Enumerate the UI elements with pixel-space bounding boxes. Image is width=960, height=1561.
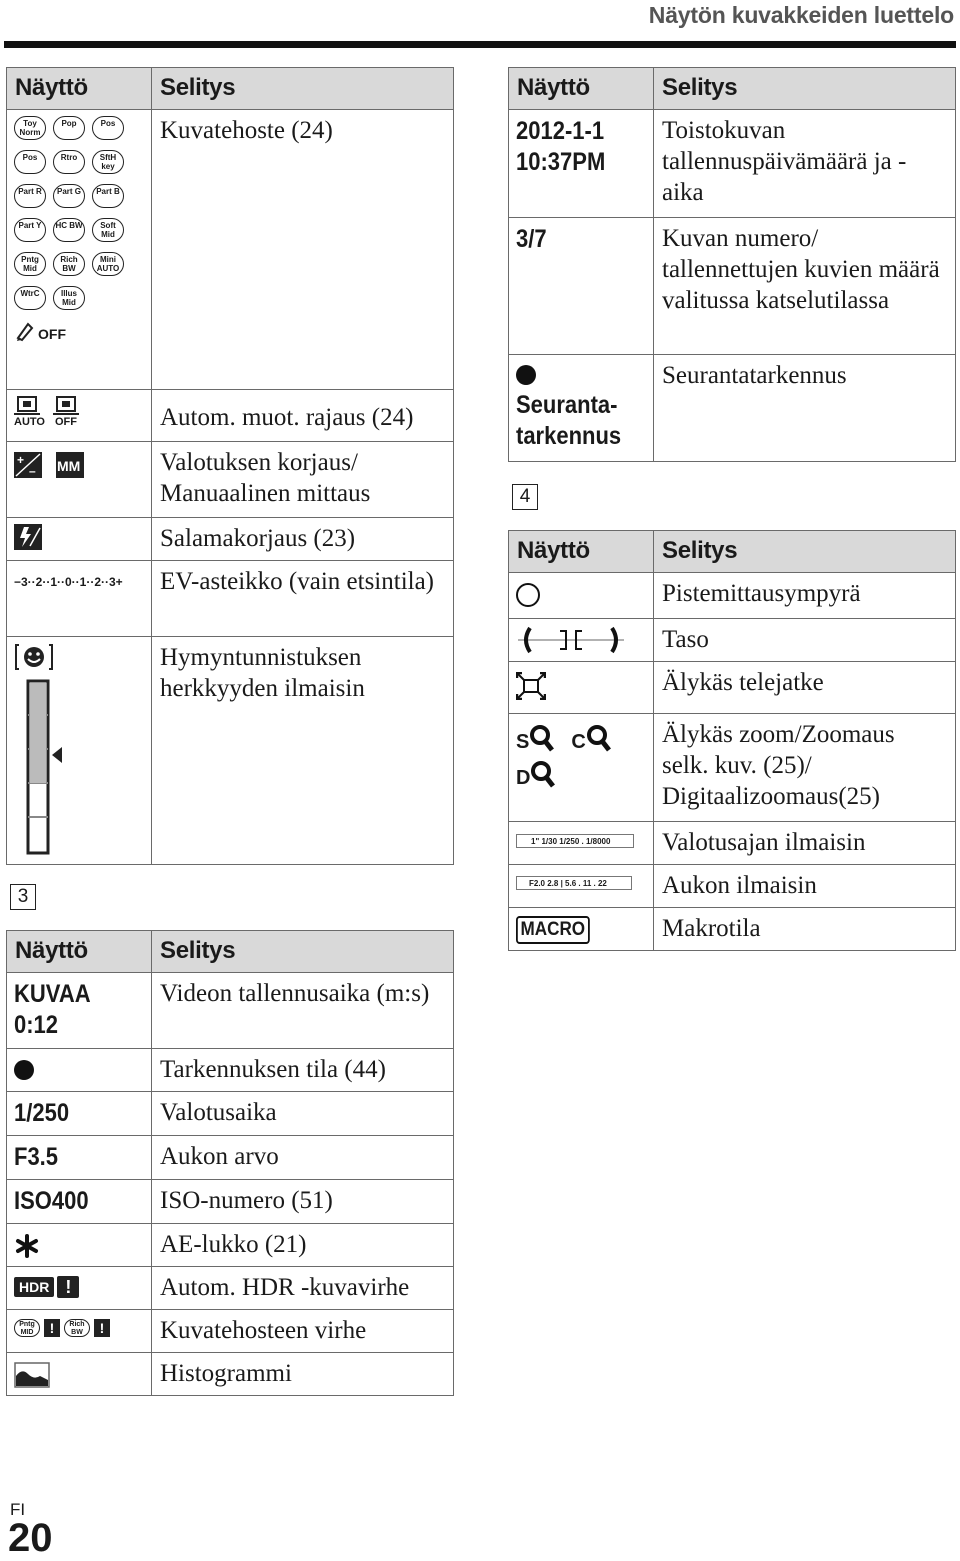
- exposure-comp-icons: [7, 442, 152, 518]
- picture-effect-icons: [7, 110, 152, 390]
- desc-auto-framing: Autom. muot. rajaus (24): [152, 390, 454, 442]
- smile-sensitivity-meter-icon: [14, 679, 74, 855]
- desc-ev-scale: EV-asteikko (vain etsintila): [152, 561, 454, 637]
- smart-teleconverter-icon: [516, 672, 546, 700]
- desc-level: Taso: [654, 619, 956, 662]
- iso-value: ISO400: [14, 1187, 89, 1215]
- effect-error-icon: Pntg MID ! Rich BW !: [14, 1319, 144, 1337]
- col-header-display: Näyttö: [7, 931, 152, 973]
- desc-shutter-scale: Valotusajan ilmaisin: [654, 822, 956, 865]
- desc-effect-error: Kuvatehosteen virhe: [152, 1310, 454, 1353]
- effect-icon: SftH key: [92, 150, 124, 174]
- auto-framing-auto-icon: AUTO: [14, 396, 45, 428]
- effect-icon-grid: [14, 116, 144, 310]
- focus-status-icon: [14, 1060, 34, 1080]
- smart-zoom-icon: S: [516, 724, 555, 754]
- flash-comp-icon-cell: [7, 518, 152, 561]
- digital-zoom-icon: D: [516, 760, 646, 790]
- effect-icon: Soft Mid: [92, 218, 124, 242]
- aperture-value: F3.5: [14, 1143, 59, 1171]
- table-recording-info: [6, 930, 454, 1396]
- table-effects: [6, 67, 454, 865]
- effect-icon: HC BW: [53, 218, 85, 242]
- desc-flash-comp: Salamakorjaus (23): [152, 518, 454, 561]
- tracking-focus-label-2: tarkennus: [516, 422, 622, 450]
- desc-aperture-scale: Aukon ilmaisin: [654, 865, 956, 908]
- effect-icon: Rich BW: [53, 252, 85, 276]
- col-header-description: Selitys: [152, 68, 454, 110]
- table-shooting-indicators: [508, 530, 956, 951]
- footer-language: FI: [10, 1500, 26, 1519]
- spot-metering-circle-icon: [516, 583, 540, 607]
- manual-metering-icon: [56, 452, 84, 478]
- aperture-scale-icon: F2.0 2.8 | 5.6 . 11 . 22: [516, 876, 632, 890]
- ev-scale-icon-cell: [7, 561, 152, 637]
- section-label-4: 4: [512, 484, 538, 510]
- svg-text:MM: MM: [57, 458, 81, 474]
- desc-ae-lock: AE-lukko (21): [152, 1224, 454, 1267]
- playback-time-icon: 10:37PM: [516, 148, 606, 176]
- desc-shutter-speed: Valotusaika: [152, 1092, 454, 1136]
- effect-icon: Pop: [53, 116, 85, 140]
- effect-icon: Illus Mid: [53, 286, 85, 310]
- effect-icon: WtrC: [14, 286, 46, 310]
- section-label-3: 3: [10, 884, 36, 910]
- effect-off-icon: OFF: [14, 320, 144, 342]
- ae-lock-icon: [14, 1233, 40, 1259]
- image-number-icon: 3/7: [516, 225, 547, 253]
- desc-histogram: Histogrammi: [152, 1353, 454, 1396]
- effect-icon: Rtro: [53, 150, 85, 174]
- col-header-description: Selitys: [654, 68, 956, 110]
- desc-tracking-focus: Seurantatarkennus: [654, 355, 956, 462]
- effect-icon: Pos: [14, 150, 46, 174]
- desc-record-time: Videon tallennusaika (m:s): [152, 973, 454, 1049]
- effect-icon: Mini AUTO: [92, 252, 124, 276]
- clear-image-zoom-icon: C: [571, 724, 611, 754]
- ev-scale-icon: −3··2··1··0··1··2··3+: [14, 575, 123, 589]
- record-time-icon: KUVAA 0:12: [14, 980, 90, 1039]
- desc-iso: ISO-numero (51): [152, 1180, 454, 1224]
- tracking-focus-dot-icon: [516, 365, 536, 385]
- effect-icon: Pos: [92, 116, 124, 140]
- col-header-display: Näyttö: [509, 68, 654, 110]
- effect-icon: Toy Norm: [14, 116, 46, 140]
- col-header-display: Näyttö: [7, 68, 152, 110]
- desc-focus-status: Tarkennuksen tila (44): [152, 1049, 454, 1092]
- col-header-description: Selitys: [654, 531, 956, 573]
- table-playback-info: [508, 67, 956, 462]
- effect-icon: Part Y: [14, 218, 46, 242]
- histogram-icon: [14, 1362, 50, 1388]
- svg-text:+: +: [17, 453, 25, 467]
- header-rule: [4, 41, 956, 48]
- page-header-title: Näytön kuvakkeiden luettelo: [648, 2, 954, 28]
- desc-aperture: Aukon arvo: [152, 1136, 454, 1180]
- playback-date-icon: 2012-1-1: [516, 117, 605, 145]
- level-icon: [516, 625, 626, 655]
- effect-icon: Part R: [14, 184, 46, 208]
- desc-smile-detection: Hymyntunnistuksen herkkyyden ilmaisin: [152, 637, 454, 865]
- col-header-description: Selitys: [152, 931, 454, 973]
- tracking-focus-label: Seuranta-: [516, 391, 618, 419]
- desc-image-number: Kuvan numero/ tallennettujen kuvien määrä valitussa katselutilassa: [654, 218, 956, 355]
- effect-icon: Part B: [92, 184, 124, 208]
- shutter-speed-scale-icon: 1" 1/30 1/250 . 1/8000: [516, 834, 634, 848]
- svg-text:–: –: [29, 464, 36, 478]
- col-header-display: Näyttö: [509, 531, 654, 573]
- desc-picture-effect: Kuvatehoste (24): [152, 110, 454, 390]
- flash-comp-icon: [14, 524, 42, 550]
- desc-zoom: Älykäs zoom/Zoomaus selk. kuv. (25)/ Digitaalizoomaus(25): [654, 714, 956, 822]
- auto-framing-icons: [7, 390, 152, 442]
- effect-icon: Part G: [53, 184, 85, 208]
- desc-macro: Makrotila: [654, 908, 956, 951]
- shutter-speed-value: 1/250: [14, 1099, 70, 1127]
- macro-icon: MACRO: [516, 916, 590, 944]
- auto-framing-off-icon: OFF: [53, 396, 79, 428]
- exposure-comp-icon: [14, 452, 42, 478]
- desc-playback-date: Toistokuvan tallennuspäivämäärä ja -aika: [654, 110, 956, 218]
- smile-face-icon: [14, 643, 54, 671]
- desc-spot-metering: Pistemittausympyrä: [654, 573, 956, 619]
- hdr-error-icon: HDR !: [14, 1276, 144, 1298]
- effect-icon: Pntg Mid: [14, 252, 46, 276]
- desc-hdr-error: Autom. HDR -kuvavirhe: [152, 1267, 454, 1310]
- page-number: 20: [8, 1516, 53, 1560]
- desc-smart-teleconverter: Älykäs telejatke: [654, 662, 956, 714]
- desc-exposure-comp: Valotuksen korjaus/ Manuaalinen mittaus: [152, 442, 454, 518]
- smile-detection-icons: [7, 637, 152, 865]
